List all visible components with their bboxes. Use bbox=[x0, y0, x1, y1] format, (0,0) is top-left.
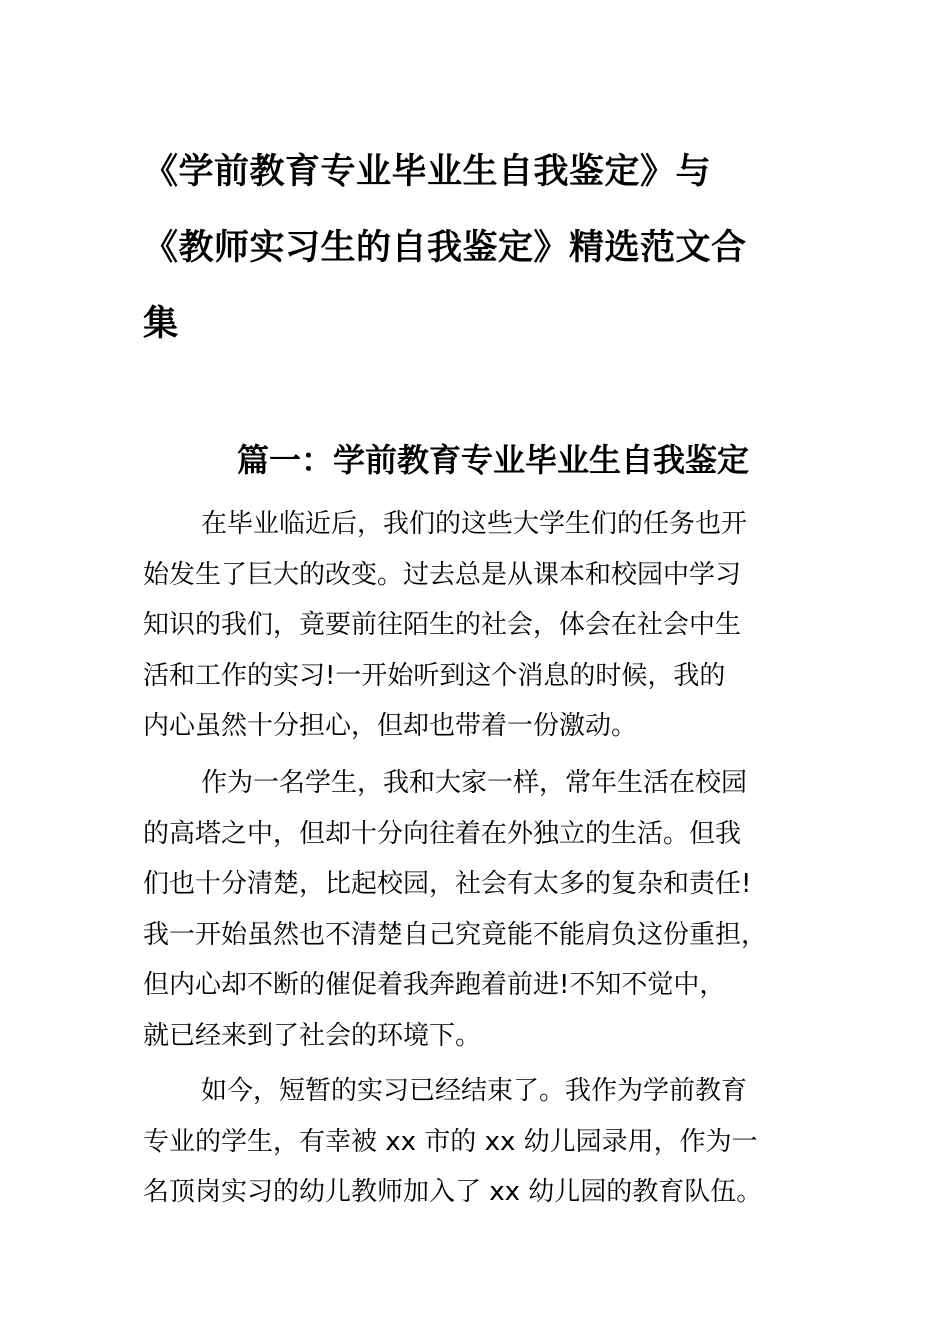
paragraph-line: 但内心却不断的催促着我奔跑着前进!不知不觉中， bbox=[143, 970, 726, 1000]
paragraph-line: 就已经来到了社会的环境下。 bbox=[143, 1020, 482, 1051]
paragraph-line: 活和工作的实习!一开始听到这个消息的时候，我的 bbox=[143, 660, 726, 691]
paragraph-line: 始发生了巨大的改变。过去总是从课本和校园中学习 bbox=[143, 559, 742, 590]
paragraph-line: 在毕业临近后，我们的这些大学生们的任务也开 bbox=[201, 509, 748, 539]
paragraph-line: 们也十分清楚，比起校园，社会有太多的复杂和责任! bbox=[143, 869, 752, 899]
paragraph-line: 名顶岗实习的幼儿教师加入了 xx 幼儿园的教育队伍。 bbox=[143, 1177, 763, 1207]
paragraph-line: 知识的我们，竟要前往陌生的社会，体会在社会中生 bbox=[143, 610, 742, 640]
paragraph-3 bbox=[143, 1066, 823, 1218]
paragraph-line: 如今，短暂的实习已经结束了。我作为学前教育 bbox=[201, 1076, 748, 1106]
paragraph-line: 专业的学生，有幸被 xx 市的 xx 幼儿园录用，作为一 bbox=[143, 1126, 758, 1157]
title-line: 《教师实习生的自我鉴定》精选范文合 bbox=[143, 228, 747, 268]
document-title bbox=[143, 134, 823, 362]
paragraph-1 bbox=[143, 499, 823, 752]
title-line: 《学前教育专业毕业生自我鉴定》与 bbox=[143, 152, 712, 192]
paragraph-line: 的高塔之中，但却十分向往着在外独立的生活。但我 bbox=[143, 818, 742, 849]
title-line: 集 bbox=[143, 304, 179, 344]
paragraph-2 bbox=[143, 758, 823, 1061]
section-heading: 篇一：学前教育专业毕业生自我鉴定 bbox=[236, 441, 749, 479]
paragraph-line: 作为一名学生，我和大家一样，常年生活在校园 bbox=[201, 768, 748, 798]
paragraph-line: 我一开始虽然也不清楚自己究竟能不能肩负这份重担， bbox=[143, 919, 768, 950]
paragraph-line: 内心虽然十分担心，但却也带着一份激动。 bbox=[143, 711, 638, 741]
